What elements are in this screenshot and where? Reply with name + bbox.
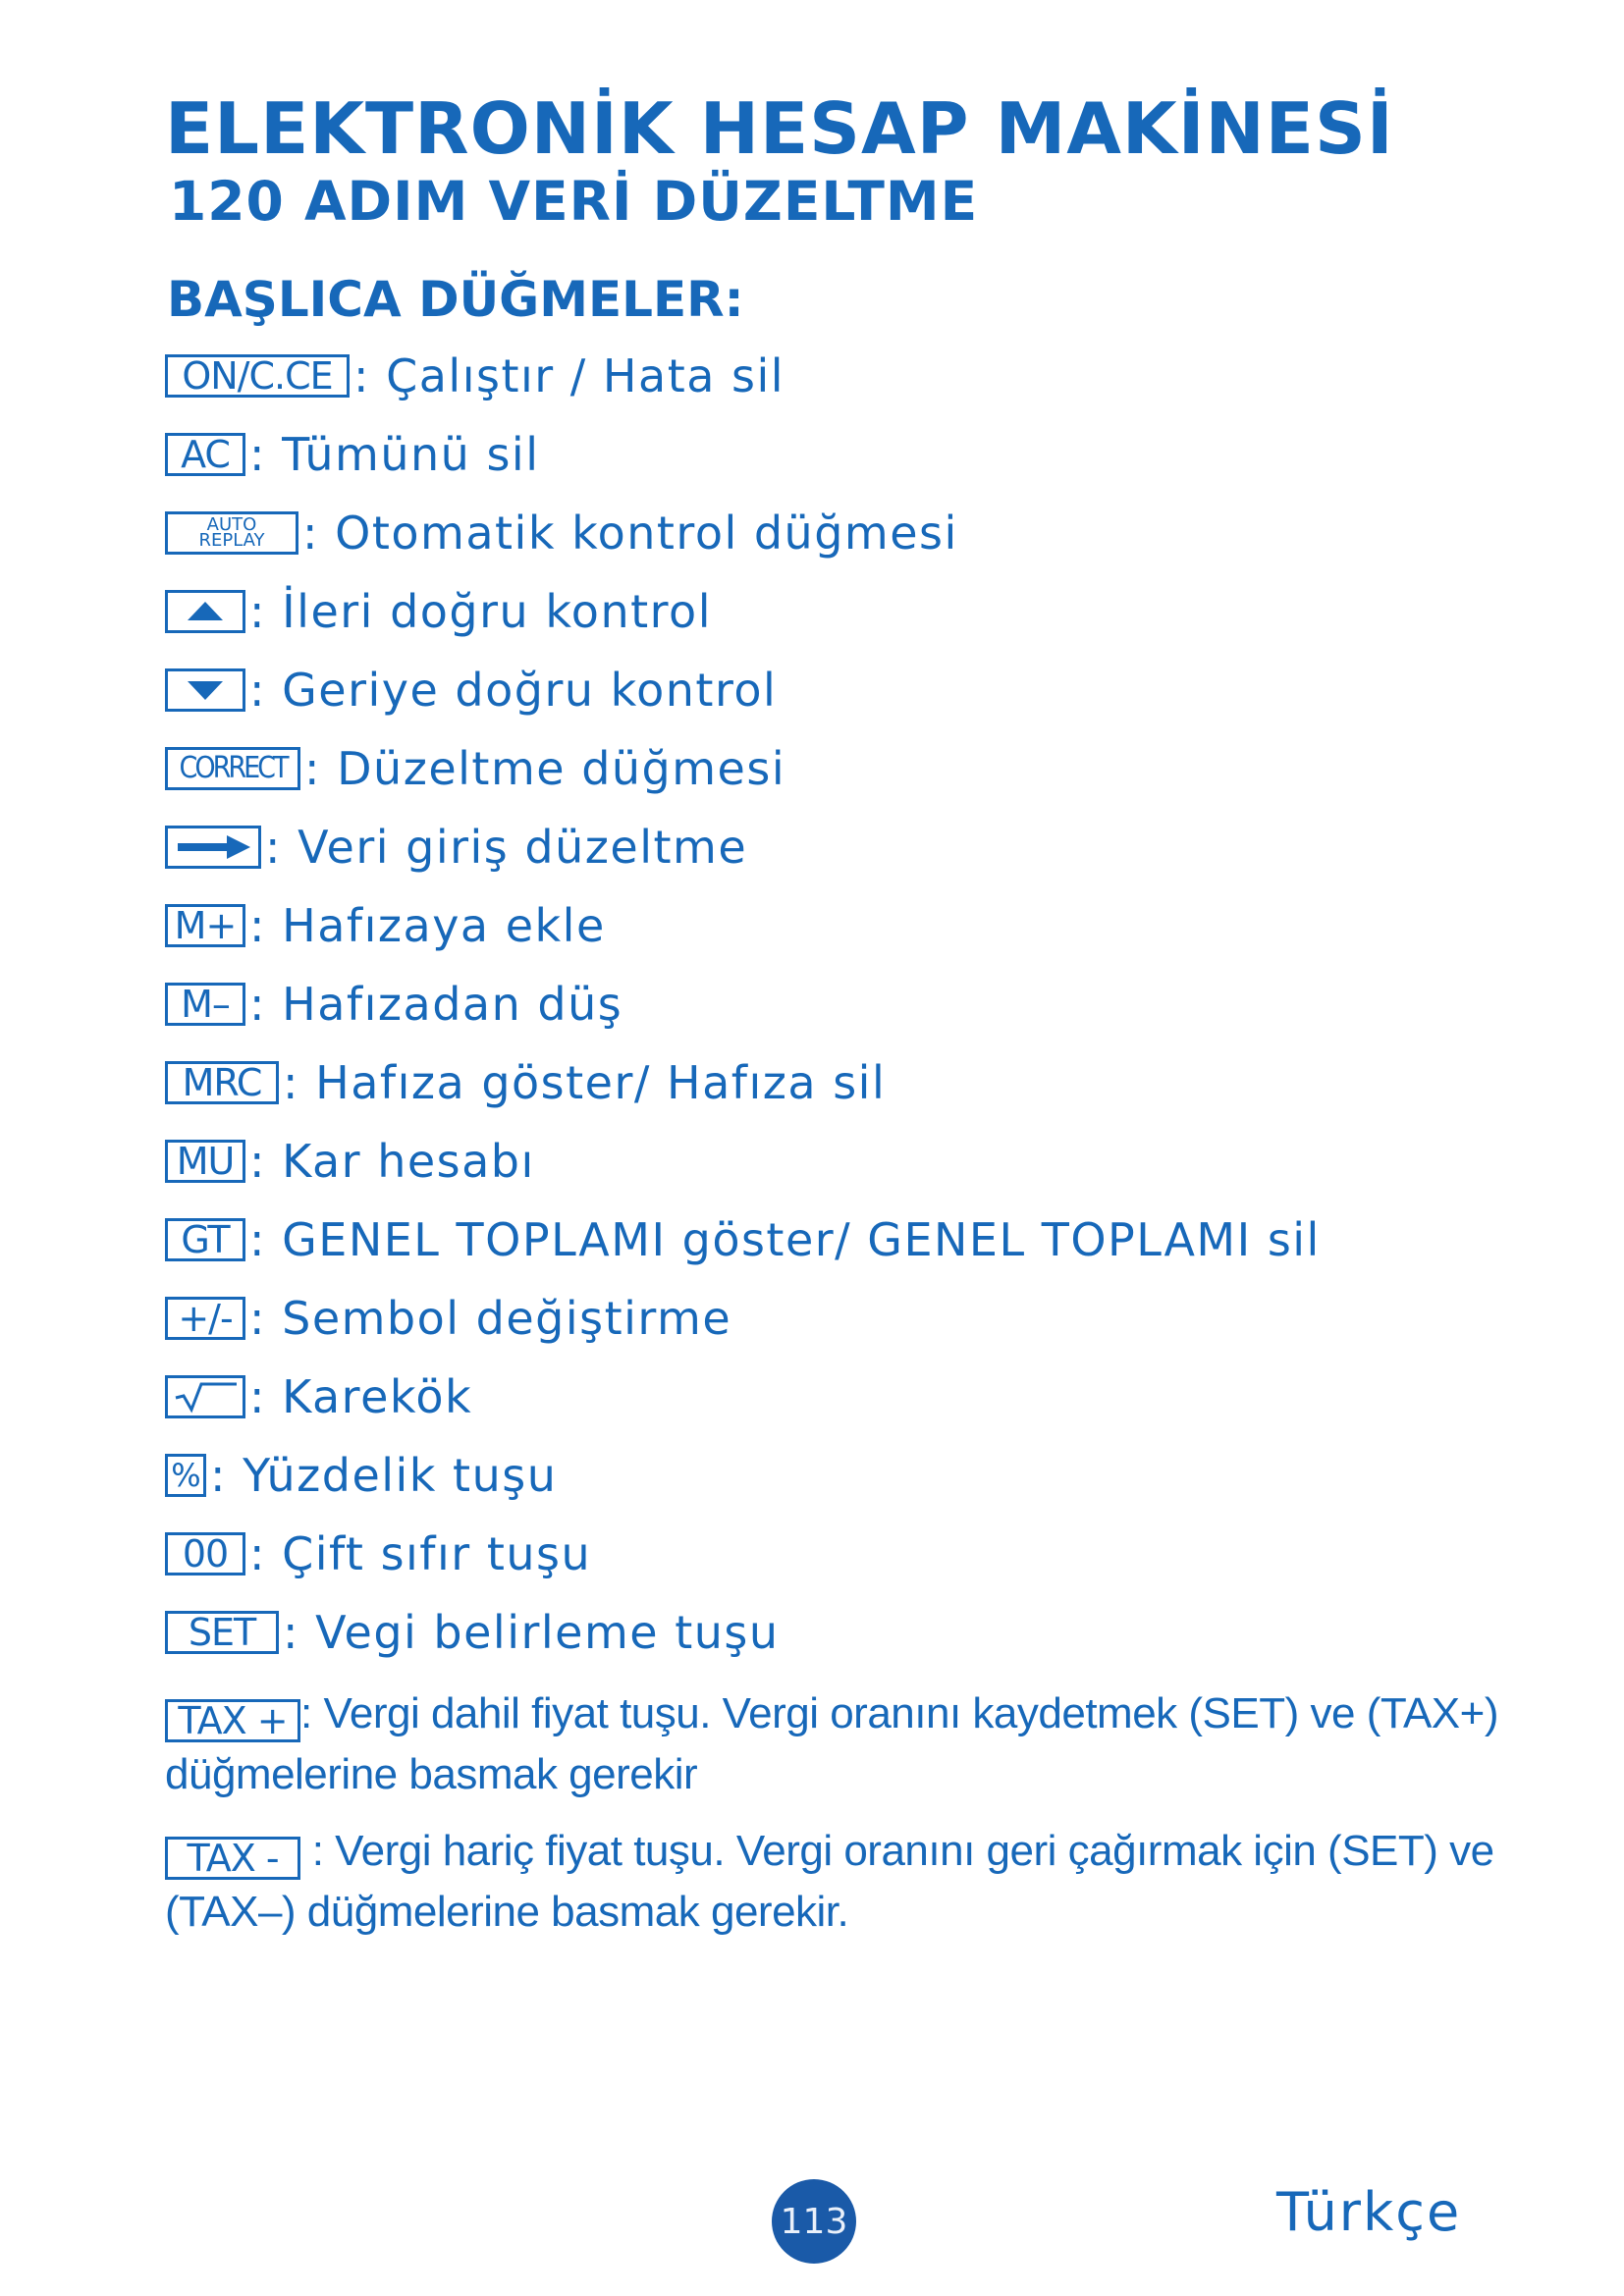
key-description: : Vegi belirleme tuşu [283, 1606, 780, 1659]
key-description: : Çalıştır / Hata sil [353, 349, 785, 402]
key-description: : Hafızadan düş [249, 978, 623, 1031]
key-row-ac [165, 428, 540, 481]
tax-minus-key: TAX - [165, 1837, 300, 1880]
page-number-badge: 113 [772, 2179, 856, 2264]
sqrt-key [165, 1375, 245, 1418]
ac-key: AC [165, 433, 245, 476]
down-triangle-icon [184, 677, 227, 703]
section-title: BAŞLICA DÜĞMELER: [167, 271, 744, 328]
right-arrow-icon [172, 833, 254, 861]
mrc-key: MRC [165, 1061, 279, 1104]
on-cce-key: ON/C.CE [165, 354, 350, 398]
auto-replay-key-line1: AUTO [206, 513, 257, 535]
m-minus-key: M– [165, 983, 245, 1026]
key-row-auto-replay [165, 507, 958, 560]
key-description: : Otomatik kontrol düğmesi [302, 507, 958, 560]
key-description: : Yüzdelik tuşu [210, 1449, 558, 1502]
key-description: : Tümünü sil [249, 428, 540, 481]
tax-minus-text: : Vergi hariç fiyat tuşu. Vergi oranını geri çağırmak için (SET) ve (TAX–) düğmelerine basmak gerekir. [165, 1827, 1494, 1936]
key-row-double-zero [165, 1527, 592, 1580]
gt-key: GT [165, 1218, 245, 1261]
key-description: : Sembol değiştirme [249, 1292, 732, 1345]
key-row-down [165, 664, 778, 717]
up-key [165, 590, 245, 633]
key-description: : Karekök [249, 1370, 473, 1423]
key-row-mrc [165, 1056, 887, 1109]
square-root-icon [172, 1380, 239, 1414]
key-row-on-cce [165, 349, 785, 402]
key-row-set [165, 1606, 780, 1659]
double-zero-key: 00 [165, 1532, 245, 1575]
page-subtitle: 120 ADIM VERİ DÜZELTME [169, 170, 979, 233]
key-row-m-plus [165, 899, 606, 952]
key-row-arrow [165, 821, 748, 874]
key-description: : İleri doğru kontrol [249, 585, 712, 638]
down-key [165, 668, 245, 712]
key-row-gt [165, 1213, 1321, 1266]
arrow-key [165, 826, 261, 869]
tax-plus-key: TAX + [165, 1699, 300, 1742]
key-row-sqrt [165, 1370, 473, 1423]
auto-replay-key-line2: REPLAY [198, 530, 265, 551]
correct-key: CORRECT [165, 747, 300, 790]
set-key: SET [165, 1611, 279, 1654]
key-row-percent [165, 1449, 558, 1502]
mu-key: MU [165, 1140, 245, 1183]
key-row-m-minus [165, 978, 623, 1031]
key-description: : Çift sıfır tuşu [249, 1527, 592, 1580]
up-triangle-icon [184, 599, 227, 624]
tax-plus-description [165, 1683, 1520, 1805]
auto-replay-key [165, 511, 298, 555]
m-plus-key: M+ [165, 904, 245, 947]
key-description: : Düzeltme düğmesi [304, 742, 786, 795]
key-row-mu [165, 1135, 535, 1188]
key-description: : Kar hesabı [249, 1135, 535, 1188]
percent-key: % [165, 1454, 206, 1497]
page-title: ELEKTRONİK HESAP MAKİNESİ [165, 87, 1394, 170]
key-row-plus-minus [165, 1292, 732, 1345]
key-row-correct [165, 742, 786, 795]
key-description: : Hafızaya ekle [249, 899, 606, 952]
key-description: : Veri giriş düzeltme [265, 821, 748, 874]
key-row-up [165, 585, 712, 638]
key-description: : Geriye doğru kontrol [249, 664, 778, 717]
language-label: Türkçe [1276, 2181, 1462, 2243]
key-description: : Hafıza göster/ Hafıza sil [283, 1056, 887, 1109]
key-description: : GENEL TOPLAMI göster/ GENEL TOPLAMI sil [249, 1213, 1321, 1266]
plus-minus-key: +/- [165, 1297, 245, 1340]
tax-minus-description [165, 1821, 1520, 1943]
tax-plus-text: : Vergi dahil fiyat tuşu. Vergi oranını kaydetmek (SET) ve (TAX+) düğmelerine basmak gerekir [165, 1689, 1498, 1798]
